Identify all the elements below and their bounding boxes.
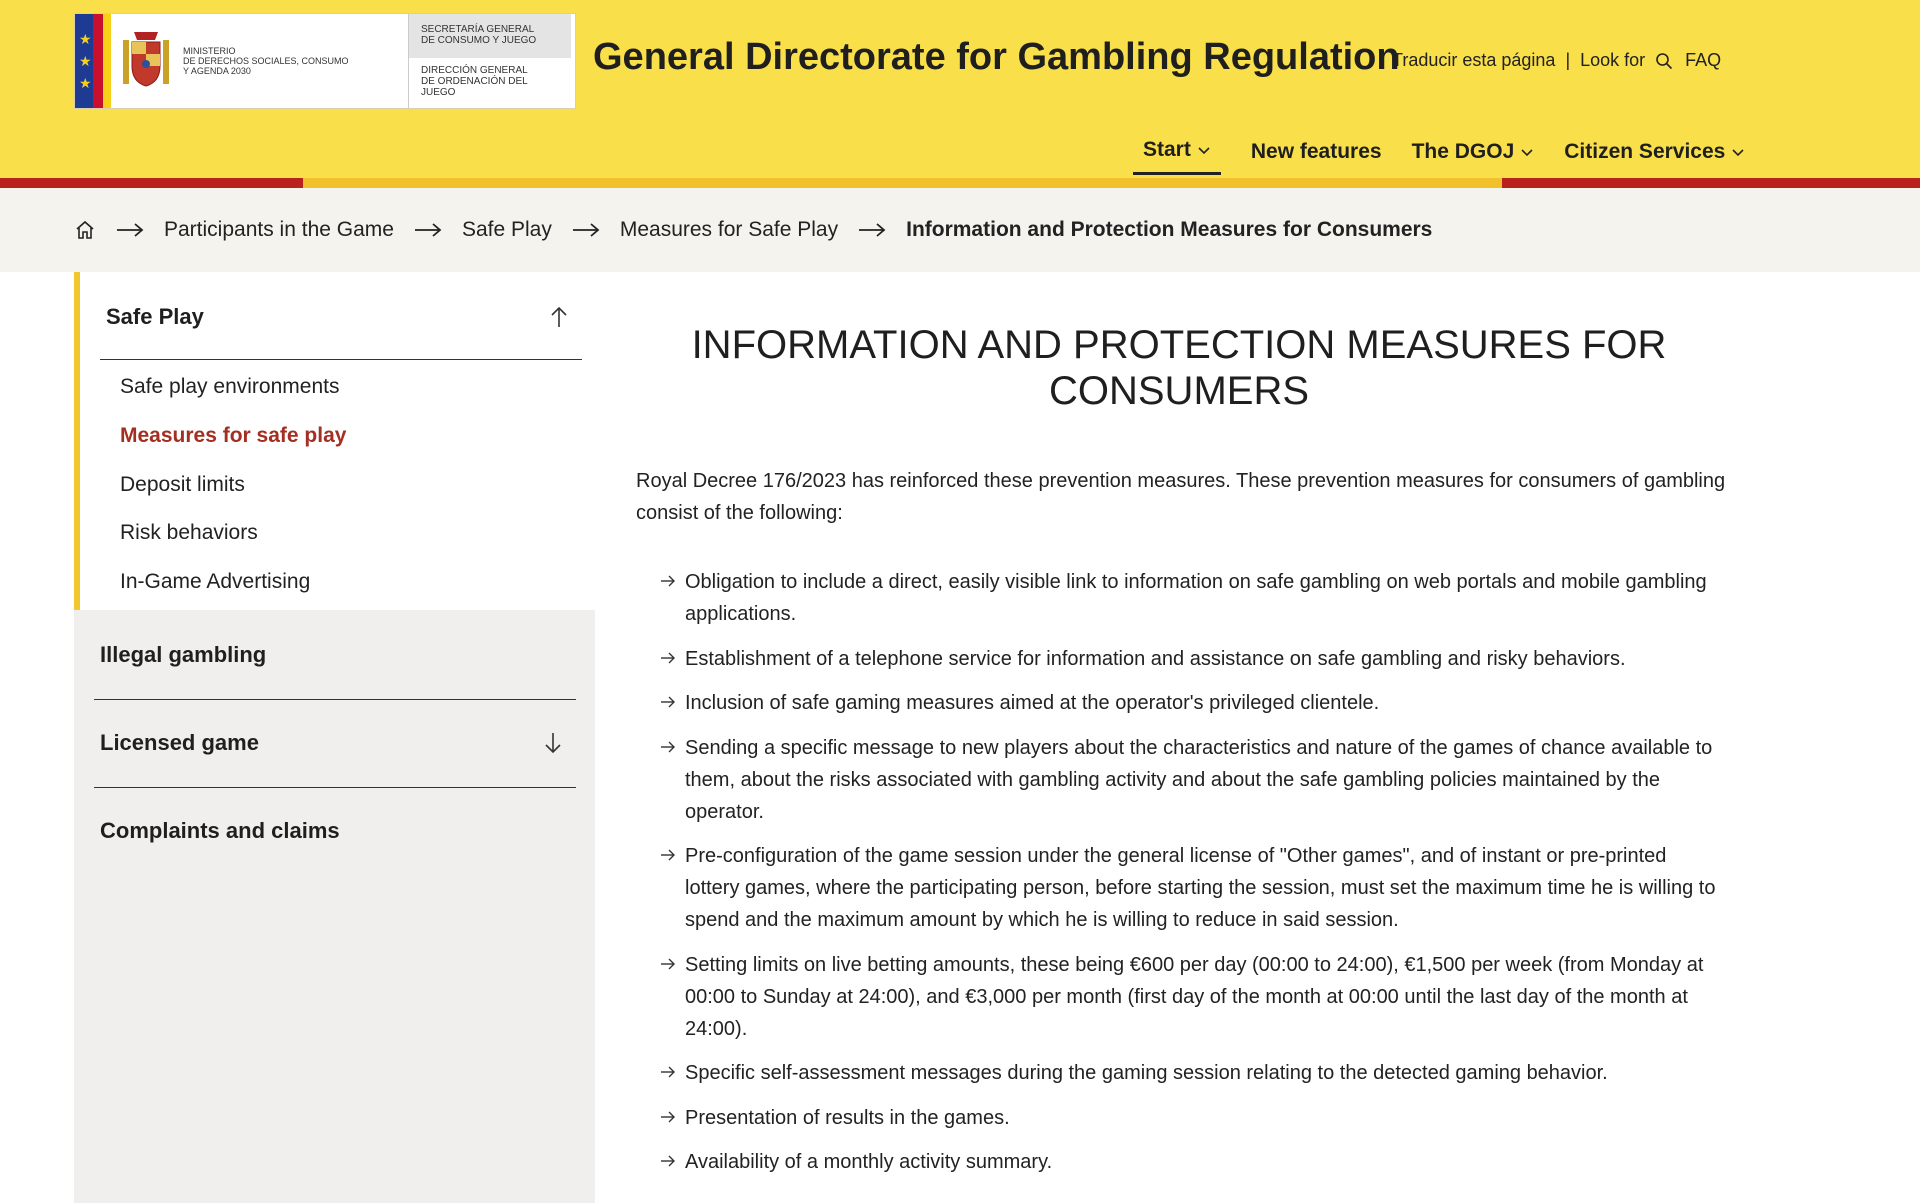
- measure-list-item: [660, 1057, 1726, 1089]
- measure-text: Inclusion of safe gaming measures aimed at the operator's privileged clientele.: [685, 692, 1380, 714]
- arrow-right-icon: [660, 574, 676, 588]
- header-accent-red-left: [0, 178, 303, 188]
- directorate-line-1: DIRECCIÓN GENERAL: [421, 65, 528, 76]
- sidebar-section-title: Complaints and claims: [100, 818, 340, 843]
- sidebar: [74, 272, 595, 1203]
- nav-citizen-services-label: Citizen Services: [1564, 139, 1726, 163]
- measure-text: Specific self-assessment messages during the gaming session relating to the detected gaming behavior.: [685, 1062, 1608, 1084]
- arrow-right-icon: [660, 651, 676, 665]
- sidebar-item-measures-for-safe-play[interactable]: Measures for safe play: [120, 424, 347, 447]
- arrow-right-icon: [116, 222, 144, 238]
- sidebar-section-title: Licensed game: [100, 730, 259, 755]
- site-header: [0, 0, 1920, 178]
- nav-new-features[interactable]: [1251, 140, 1382, 164]
- secretariat-line-2: DE CONSUMO Y JUEGO: [421, 35, 537, 46]
- measure-list-item: [660, 1102, 1726, 1134]
- header-accent-red-right: [1502, 178, 1920, 188]
- nav-new-features-label: New features: [1250, 139, 1382, 163]
- eu-flag-icon: ★ ★ ★: [75, 14, 111, 108]
- ministry-line-2: DE DERECHOS SOCIALES, CONSUMO: [183, 56, 349, 66]
- main-navigation: [1133, 128, 1775, 175]
- measure-list-item: [660, 1146, 1726, 1178]
- measure-text: Pre-configuration of the game session under the general license of "Other games", and of instant or pre-printed lottery games, where the participating person, before starting the session, must set the maximum time he is willing to spend and the maximum amount by which he is willing to reduce in said session.: [685, 845, 1716, 931]
- chevron-down-icon: [1197, 145, 1211, 155]
- ministry-name: [181, 14, 408, 108]
- measure-text: Availability of a monthly activity summary.: [685, 1151, 1053, 1173]
- measure-text: Obligation to include a direct, easily visible link to information on safe gambling on web portals and mobile gambling applications.: [685, 571, 1707, 625]
- breadcrumb-item-safe-play[interactable]: Safe Play: [461, 218, 552, 241]
- sidebar-item-safe-play-environments[interactable]: Safe play environments: [120, 375, 340, 398]
- intro-paragraph: Royal Decree 176/2023 has reinforced these prevention measures. These prevention measures for consumers of gambling consist of the following:: [636, 470, 1726, 524]
- sidebar-section-illegal-gambling[interactable]: [100, 642, 564, 668]
- nav-citizen-services[interactable]: [1564, 140, 1745, 164]
- measure-list-item: [660, 840, 1726, 936]
- faq-link[interactable]: FAQ: [1685, 50, 1722, 70]
- government-logo[interactable]: [74, 13, 576, 109]
- measure-list-item: [660, 732, 1726, 828]
- utility-separator: |: [1565, 50, 1571, 70]
- translate-link[interactable]: Traducir esta página: [1392, 50, 1556, 70]
- search-link[interactable]: Look for: [1580, 50, 1646, 70]
- breadcrumb-item-measures[interactable]: Measures for Safe Play: [619, 218, 839, 241]
- arrow-right-icon: [572, 222, 600, 238]
- nav-the-dgoj[interactable]: [1412, 140, 1535, 164]
- measure-text: Presentation of results in the games.: [685, 1106, 1010, 1129]
- arrow-right-icon: [660, 1065, 676, 1079]
- breadcrumb-item-participants[interactable]: Participants in the Game: [164, 218, 394, 241]
- sidebar-item-in-game-advertising[interactable]: In-Game Advertising: [120, 570, 311, 593]
- measure-list-item: [660, 687, 1726, 719]
- sidebar-divider: [94, 787, 576, 788]
- coat-of-arms-icon: [111, 14, 181, 108]
- arrow-right-icon: [660, 1154, 676, 1168]
- arrow-right-icon: [660, 740, 676, 754]
- ministry-line-3: Y AGENDA 2030: [183, 66, 251, 76]
- measure-list-item: [660, 949, 1726, 1045]
- chevron-down-icon: [1520, 147, 1534, 157]
- nav-the-dgoj-label: The DGOJ: [1411, 139, 1515, 163]
- nav-start[interactable]: [1133, 138, 1221, 175]
- utility-bar: [1392, 50, 1721, 71]
- measure-text: Sending a specific message to new players about the characteristics and nature of the games of chance available to them, about the risks associated with gambling activity and about the safe gambling policies maintained by the operator.: [685, 736, 1713, 823]
- measure-list-item: [660, 566, 1726, 630]
- page-title: INFORMATION AND PROTECTION MEASURES FOR CONSUMERS: [691, 323, 1667, 413]
- sidebar-divider: [94, 699, 576, 700]
- sidebar-section-header-safe-play[interactable]: [106, 304, 570, 330]
- home-icon[interactable]: [74, 219, 96, 241]
- directorate-line-2: DE ORDENACIÓN DEL: [421, 76, 528, 87]
- arrow-right-icon: [660, 695, 676, 709]
- arrow-up-icon[interactable]: [550, 306, 568, 328]
- arrow-right-icon: [414, 222, 442, 238]
- search-icon[interactable]: [1655, 52, 1673, 70]
- arrow-right-icon: [660, 1110, 676, 1124]
- site-title[interactable]: General Directorate for Gambling Regulation: [593, 36, 1400, 78]
- sidebar-divider: [100, 359, 582, 360]
- sidebar-section-complaints[interactable]: [100, 818, 564, 844]
- measure-list-item: [660, 643, 1726, 675]
- measures-list: [660, 566, 1726, 1191]
- arrow-right-icon: [660, 848, 676, 862]
- arrow-right-icon: [660, 957, 676, 971]
- secretariat-line-1: SECRETARÍA GENERAL: [421, 24, 535, 35]
- arrow-right-icon: [858, 222, 886, 238]
- sidebar-item-deposit-limits[interactable]: Deposit limits: [120, 473, 245, 496]
- arrow-down-icon[interactable]: [544, 732, 562, 754]
- chevron-down-icon: [1731, 147, 1745, 157]
- nav-start-label: Start: [1143, 138, 1191, 161]
- agency-logo-text: [408, 14, 571, 108]
- breadcrumb-current: Information and Protection Measures for Consumers: [906, 218, 1433, 241]
- measure-text: Setting limits on live betting amounts, these being €600 per day (00:00 to 24:00), €1,500 per week (from Monday at 00:00 to Sunday at 24:00), and €3,000 per month (first day of the month at 00:00 until the last day of the month at 24:00).: [685, 953, 1704, 1040]
- sidebar-section-licensed-game[interactable]: [100, 730, 564, 756]
- ministry-line-1: MINISTERIO: [183, 46, 236, 56]
- sidebar-item-risk-behaviors[interactable]: Risk behaviors: [120, 521, 258, 544]
- sidebar-section-safe-play: [74, 272, 595, 610]
- measure-text: Establishment of a telephone service for information and assistance on safe gambling and risky behaviors.: [685, 647, 1626, 670]
- directorate-line-3: JUEGO: [421, 87, 456, 98]
- sidebar-section-title: Safe Play: [106, 304, 204, 329]
- sidebar-section-title: Illegal gambling: [100, 642, 267, 667]
- breadcrumb: [0, 188, 1920, 272]
